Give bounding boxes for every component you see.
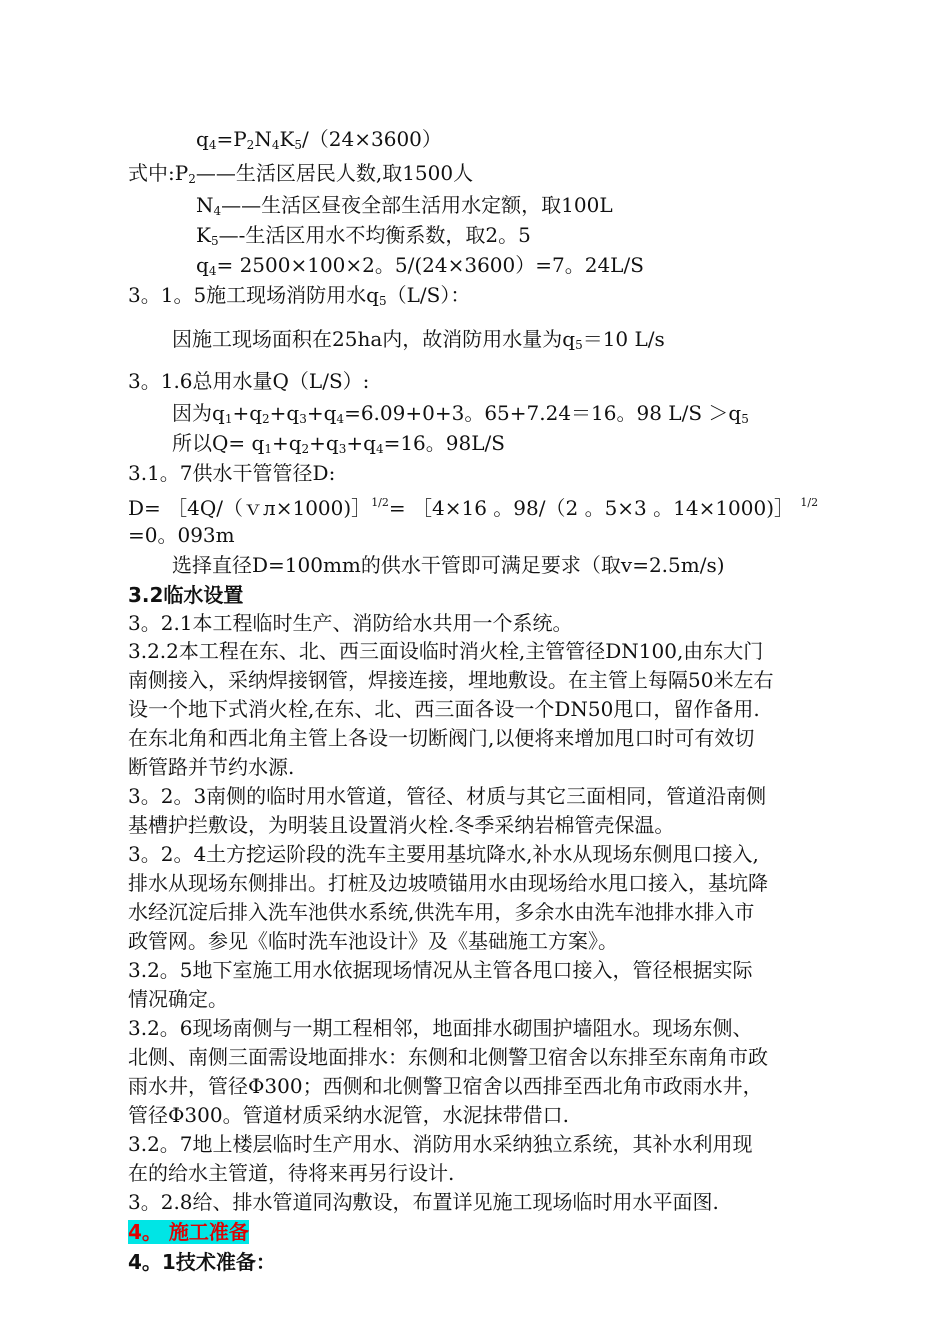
text-run: = 2500×100×2。5/(24×3600）=7。24L/S [216, 253, 644, 277]
subscript: 4 [375, 442, 384, 456]
text-line [128, 723, 754, 753]
text-run: 北侧、南侧三面需设地面排水：东侧和北侧警卫宿舍以东排至东南角市政 [128, 1045, 768, 1069]
text-line [172, 550, 725, 580]
text-run: ——生活区昼夜全部生活用水定额，取100L [221, 193, 613, 217]
text-run: 3。2。3南侧的临时用水管道，管径、材质与其它三面相同，管道沿南侧 [128, 784, 767, 808]
text-line [128, 984, 228, 1014]
subscript: 5 [294, 138, 303, 152]
highlighted-heading [128, 1220, 249, 1244]
subscript: 2 [246, 138, 255, 152]
section-heading [128, 1217, 249, 1247]
text-run: /（24×3600） [302, 127, 442, 151]
text-run: K [279, 127, 295, 151]
text-run: 在东北角和西北角主管上各设一切断阀门,以便将来增加甩口时可有效切 [128, 726, 755, 750]
text-line [128, 665, 773, 695]
text-run: （L/S）： [386, 283, 471, 307]
text-run: 3。2.8给、排水管道同沟敷设，布置详见施工现场临时用水平面图. [128, 1190, 719, 1214]
text-run: 3。1.6总用水量Q（L/S）: [128, 369, 370, 393]
text-line [128, 636, 763, 666]
text-line [172, 324, 665, 360]
text-line [128, 781, 766, 811]
text-run: +q [346, 431, 376, 455]
text-line [128, 520, 235, 550]
text-run: +q [269, 401, 300, 425]
section-heading [128, 580, 243, 610]
text-run: 因为q [172, 401, 225, 425]
text-run: +q [306, 401, 337, 425]
text-run: D= ［4Q/（ｖл×1000)］ [128, 496, 372, 520]
subscript: 5 [378, 294, 387, 308]
text-run: =6.09+0+3。65+7.24＝16。98 L/S ＞q [344, 401, 742, 425]
subscript: 3 [338, 442, 347, 456]
text-run: K [196, 223, 211, 247]
subscript: 4 [336, 412, 345, 426]
text-line [128, 158, 473, 194]
subscript: 5 [575, 338, 583, 352]
text-run: 管径Φ300。管道材质采纳水泥管，水泥抹带借口. [128, 1103, 569, 1127]
text-run: 3.2临水设置 [128, 583, 244, 607]
text-run: ——生活区居民人数,取1500人 [195, 161, 474, 185]
text-run: 因施工现场面积在25ha内，故消防用水量为q [172, 327, 576, 351]
text-run: =16。98L/S [383, 431, 505, 455]
text-line [128, 1042, 768, 1072]
text-line [128, 810, 674, 840]
superscript: 1/2 [371, 496, 389, 509]
subscript: 3 [299, 412, 307, 426]
text-run: 雨水井，管径Φ300；西侧和北侧警卫宿舍以西排至西北角市政雨水井， [128, 1074, 763, 1098]
text-run: 断管路并节约水源. [128, 755, 295, 779]
text-run: 排水从现场东侧排出。打桩及边坡喷锚用水由现场给水甩口接入，基坑降 [128, 871, 768, 895]
text-run: q [196, 253, 209, 277]
text-line [128, 1013, 753, 1043]
subscript: 4 [271, 138, 280, 152]
subscript: 2 [262, 412, 270, 426]
text-line [128, 1100, 569, 1130]
text-run: 政管网。参见《临时洗车池设计》及《基础施工方案》。 [128, 929, 618, 953]
text-line [128, 366, 369, 396]
subscript: 1 [224, 412, 233, 426]
text-run: 式中:P [128, 161, 189, 185]
text-run: 在的给水主管道，待将来再另行设计. [128, 1161, 455, 1185]
text-run: 3.1。7供水干管管径D: [128, 461, 336, 485]
text-line [128, 280, 470, 316]
text-run: N [196, 193, 214, 217]
text-line [128, 608, 573, 638]
text-run: 3。1。5施工现场消防用水q [128, 283, 379, 307]
text-run: 水经沉淀后排入洗车池供水系统,供洗车用，多余水由洗车池排水排入市 [128, 900, 755, 924]
text-run: 3.2。6现场南侧与一期工程相邻，地面排水砌围护墙阻水。现场东侧、 [128, 1016, 753, 1040]
text-run: 4。 施工准备 [128, 1220, 249, 1244]
text-run: 3.2.2本工程在东、北、西三面设临时消火栓,主管管径DN100,由东大门 [128, 639, 764, 663]
text-line [128, 1071, 763, 1101]
text-run: 3。2.1本工程临时生产、消防给水共用一个系统。 [128, 611, 573, 635]
text-line [196, 124, 442, 160]
text-run: 3.2。7地上楼层临时生产用水、消防用水采纳独立系统，其补水利用现 [128, 1132, 753, 1156]
text-line [128, 458, 335, 488]
text-line [128, 926, 618, 956]
text-run: 3.2。5地下室施工用水依据现场情况从主管各甩口接入，管径根据实际 [128, 958, 753, 982]
section-heading [128, 1247, 276, 1277]
text-run: 设一个地下式消火栓,在东、北、西三面各设一个DN50甩口，留作备用. [128, 697, 760, 721]
text-line [128, 1129, 753, 1159]
text-run: ＝10 L/s [582, 327, 665, 351]
subscript: 4 [208, 138, 217, 152]
text-run: +q [271, 431, 302, 455]
text-run: 情况确定。 [128, 987, 228, 1011]
subscript: 4 [208, 264, 217, 278]
text-line [128, 752, 294, 782]
text-run: 基槽护拦敷设，为明装且设置消火栓.冬季采纳岩棉管壳保温。 [128, 813, 675, 837]
text-line [128, 839, 759, 869]
text-run: 选择直径D=100mm的供水干管即可满足要求（取v=2.5m/s) [172, 553, 725, 577]
text-line [128, 955, 753, 985]
text-run: 南侧接入，采纳焊接钢管，焊接连接，埋地敷设。在主管上每隔50米左右 [128, 668, 774, 692]
subscript: 2 [188, 172, 196, 186]
text-run: = ［4×16 。98/（2 。5×3 。14×1000)］ [388, 496, 801, 520]
text-run: N [254, 127, 272, 151]
text-run: 3。2。4土方挖运阶段的洗车主要用基坑降水,补水从现场东侧甩口接入, [128, 842, 759, 866]
text-line [128, 897, 754, 927]
text-run: =P [216, 127, 247, 151]
text-line [128, 488, 818, 523]
subscript: 5 [741, 412, 749, 426]
text-line [128, 1158, 454, 1188]
text-run: 所以Q= q [172, 431, 265, 455]
subscript: 1 [264, 442, 272, 456]
text-run: +q [232, 401, 263, 425]
subscript: 4 [213, 204, 222, 218]
text-run: —-生活区用水不均衡系数，取2。5 [218, 223, 531, 247]
text-run: q [196, 127, 209, 151]
subscript: 5 [210, 234, 219, 248]
text-line [128, 868, 768, 898]
text-run: =0。093m [128, 523, 235, 547]
text-run: +q [309, 431, 339, 455]
text-run: 4。1技术准备： [128, 1250, 276, 1274]
subscript: 2 [301, 442, 310, 456]
text-line [128, 1187, 719, 1217]
text-line [128, 694, 760, 724]
superscript: 1/2 [800, 496, 819, 509]
